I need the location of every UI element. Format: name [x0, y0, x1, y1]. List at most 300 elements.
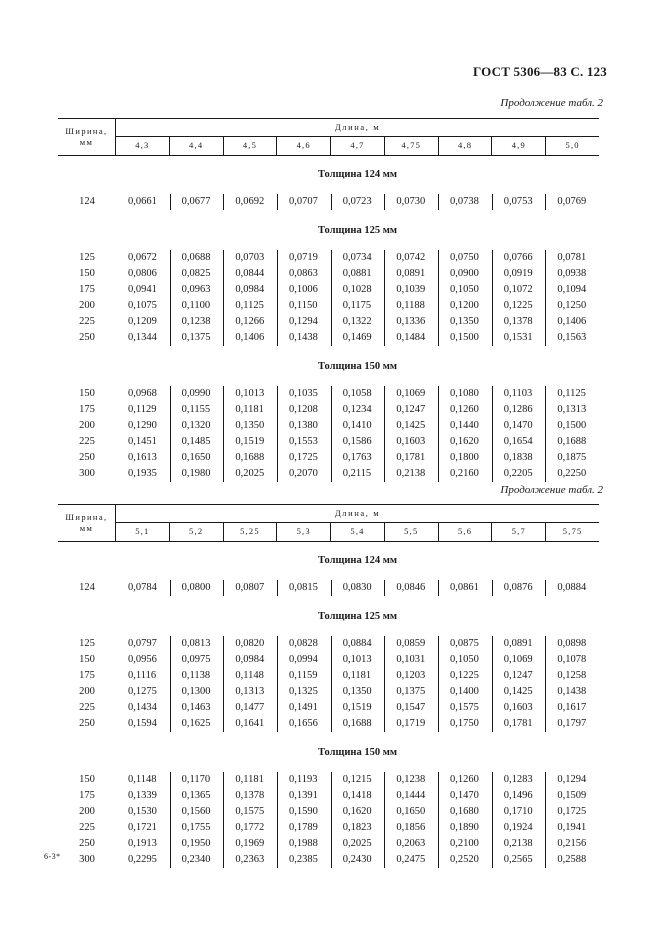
column-rule — [545, 330, 546, 346]
table-row — [58, 820, 599, 836]
column-rule — [331, 466, 332, 482]
volume-value: 0,1225 — [503, 300, 533, 311]
volume-value: 0,0898 — [557, 638, 587, 649]
volume-cell — [331, 466, 385, 482]
column-rule — [170, 788, 171, 804]
volume-value: 0,1350 — [342, 686, 372, 697]
volume-cell — [116, 772, 170, 788]
column-rule — [277, 418, 278, 434]
column-rule — [170, 852, 171, 868]
volume-cell — [545, 402, 599, 418]
volume-value: 0,1375 — [181, 332, 211, 343]
volume-cell — [277, 668, 331, 684]
volume-cell — [438, 434, 492, 450]
column-rule — [331, 330, 332, 346]
length-columns — [116, 523, 599, 541]
volume-cell — [170, 450, 224, 466]
volume-cell — [545, 820, 599, 836]
volume-value: 0,2115 — [342, 468, 372, 479]
volume-cell — [438, 418, 492, 434]
column-rule — [170, 684, 171, 700]
table-row — [58, 194, 599, 210]
volume-value: 0,1797 — [557, 718, 587, 729]
volume-value: 0,0984 — [235, 284, 265, 295]
column-rule — [384, 466, 385, 482]
table-row — [58, 314, 599, 330]
column-rule — [331, 684, 332, 700]
volume-value: 0,1125 — [235, 300, 264, 311]
column-rule — [170, 668, 171, 684]
column-rule — [384, 418, 385, 434]
width-unit: мм — [79, 523, 94, 533]
volume-value: 0,1438 — [289, 332, 318, 343]
volume-value: 0,1406 — [557, 316, 587, 327]
volume-cell — [492, 418, 546, 434]
column-rule — [545, 788, 546, 804]
column-rule — [492, 636, 493, 652]
volume-value: 0,0825 — [181, 268, 211, 279]
column-rule — [331, 772, 332, 788]
volume-value: 0,0781 — [557, 252, 587, 263]
volume-cell — [223, 804, 277, 820]
volume-cell — [545, 386, 599, 402]
volume-value: 0,1200 — [450, 300, 479, 311]
column-rule — [438, 700, 439, 716]
table-row — [58, 466, 599, 482]
column-rule — [545, 580, 546, 596]
volume-cell — [277, 418, 331, 434]
volume-cell — [438, 250, 492, 266]
volume-value: 0,1772 — [235, 822, 265, 833]
column-rule — [384, 434, 385, 450]
volume-cell — [384, 282, 438, 298]
length-column-header: 4,4 — [169, 137, 223, 155]
volume-value: 0,1654 — [503, 436, 533, 447]
length-column-header: 4,6 — [276, 137, 330, 155]
volume-value: 0,2156 — [557, 838, 587, 849]
volume-cell — [170, 298, 224, 314]
volume-cell — [223, 820, 277, 836]
volume-value: 0,0742 — [396, 252, 426, 263]
column-rule — [170, 716, 171, 732]
length-column-header: 5,25 — [223, 523, 277, 541]
length-column-header: 5,6 — [438, 523, 492, 541]
volume-cell — [384, 298, 438, 314]
volume-value: 0,0719 — [289, 252, 318, 263]
column-rule — [170, 266, 171, 282]
volume-value: 0,0707 — [289, 196, 318, 207]
volume-value: 0,1500 — [450, 332, 479, 343]
width-label: Ширина, — [65, 512, 108, 522]
volume-value: 0,1560 — [181, 806, 211, 817]
volume-value: 0,1477 — [235, 702, 265, 713]
length-column-header: 4,75 — [384, 137, 438, 155]
volume-value: 0,1013 — [342, 654, 372, 665]
volume-cell — [384, 716, 438, 732]
column-rule — [492, 418, 493, 434]
row-width-value: 175 — [79, 790, 95, 801]
volume-value: 0,1339 — [128, 790, 157, 801]
column-rule — [438, 298, 439, 314]
column-rule — [331, 836, 332, 852]
volume-cell — [438, 788, 492, 804]
volume-cell — [492, 700, 546, 716]
column-rule — [277, 314, 278, 330]
column-rule — [331, 386, 332, 402]
volume-value: 0,1193 — [289, 774, 318, 785]
table-row — [58, 580, 599, 596]
volume-cell — [492, 652, 546, 668]
continuation-label-2: Продолжение табл. 2 — [500, 484, 603, 496]
volume-cell — [223, 418, 277, 434]
column-rule — [384, 250, 385, 266]
volume-value: 0,1913 — [128, 838, 157, 849]
volume-value: 0,1050 — [450, 284, 479, 295]
volume-cell — [170, 266, 224, 282]
volume-value: 0,1380 — [289, 420, 318, 431]
volume-value: 0,1203 — [396, 670, 426, 681]
column-rule — [492, 314, 493, 330]
volume-value: 0,0900 — [450, 268, 479, 279]
volume-value: 0,1313 — [557, 404, 587, 415]
volume-cell — [170, 386, 224, 402]
volume-value: 0,1159 — [289, 670, 318, 681]
column-rule — [384, 386, 385, 402]
volume-value: 0,0813 — [181, 638, 211, 649]
volume-cell — [492, 466, 546, 482]
volume-value: 0,1519 — [342, 702, 372, 713]
volume-cell — [384, 402, 438, 418]
volume-cell — [170, 282, 224, 298]
volume-cell — [331, 652, 385, 668]
volume-cell — [170, 836, 224, 852]
column-rule — [170, 450, 171, 466]
volume-value: 0,2100 — [450, 838, 479, 849]
table-body — [58, 156, 599, 482]
column-rule — [277, 668, 278, 684]
row-width-value: 300 — [79, 854, 95, 865]
column-rule — [331, 282, 332, 298]
volume-value: 0,0815 — [289, 582, 318, 593]
volume-value: 0,1440 — [450, 420, 479, 431]
column-rule — [384, 700, 385, 716]
column-rule — [277, 700, 278, 716]
volume-cell — [116, 788, 170, 804]
volume-value: 0,0828 — [289, 638, 318, 649]
volume-value: 0,0784 — [128, 582, 157, 593]
volume-cell — [384, 466, 438, 482]
volume-value: 0,1469 — [342, 332, 372, 343]
column-rule — [545, 820, 546, 836]
volume-value: 0,1650 — [396, 806, 426, 817]
volume-value: 0,1789 — [289, 822, 318, 833]
length-column-header: 4,5 — [223, 137, 277, 155]
volume-cell — [277, 852, 331, 868]
column-rule — [384, 820, 385, 836]
column-rule — [277, 250, 278, 266]
volume-value: 0,0750 — [450, 252, 479, 263]
volume-cell — [384, 668, 438, 684]
volume-cell — [331, 772, 385, 788]
volume-value: 0,1181 — [235, 404, 264, 415]
volume-cell — [116, 386, 170, 402]
column-rule — [545, 716, 546, 732]
column-rule — [277, 298, 278, 314]
volume-cell — [384, 684, 438, 700]
volume-cell — [492, 836, 546, 852]
volume-cell — [277, 314, 331, 330]
volume-cell — [438, 636, 492, 652]
row-width-value: 200 — [79, 300, 95, 311]
column-rule — [438, 466, 439, 482]
length-column-header: 5,0 — [545, 137, 599, 155]
volume-cell — [277, 788, 331, 804]
volume-value: 0,1725 — [557, 806, 587, 817]
volume-cell — [492, 330, 546, 346]
column-rule — [223, 652, 224, 668]
volume-cell — [170, 250, 224, 266]
volume-cell — [384, 266, 438, 282]
volume-value: 0,1470 — [503, 420, 533, 431]
column-rule — [277, 716, 278, 732]
volume-cell — [384, 434, 438, 450]
volume-value: 0,0703 — [235, 252, 265, 263]
column-rule — [170, 700, 171, 716]
volume-value: 0,2385 — [289, 854, 318, 865]
volume-value: 0,1969 — [235, 838, 265, 849]
volume-cell — [223, 772, 277, 788]
width-column-header — [58, 505, 116, 541]
volume-value: 0,1444 — [396, 790, 426, 801]
volume-cell — [223, 580, 277, 596]
column-rule — [438, 314, 439, 330]
volume-value: 0,1035 — [289, 388, 318, 399]
column-rule — [223, 700, 224, 716]
volume-cell — [545, 716, 599, 732]
volume-cell — [438, 386, 492, 402]
thickness-section-title: Толщина 150 мм — [317, 747, 398, 758]
volume-value: 0,0830 — [342, 582, 372, 593]
volume-value: 0,1094 — [557, 284, 587, 295]
column-rule — [438, 636, 439, 652]
volume-cell — [384, 788, 438, 804]
table-row — [58, 772, 599, 788]
volume-cell — [170, 820, 224, 836]
column-rule — [170, 194, 171, 210]
volume-cell — [116, 402, 170, 418]
column-rule — [331, 314, 332, 330]
volume-cell — [545, 788, 599, 804]
volume-value: 0,1378 — [503, 316, 533, 327]
volume-value: 0,1058 — [342, 388, 372, 399]
column-rule — [223, 580, 224, 596]
page-header: ГОСТ 5306—83 С. 123 — [473, 64, 607, 79]
column-rule — [545, 684, 546, 700]
volume-cell — [116, 330, 170, 346]
volume-value: 0,2025 — [342, 838, 372, 849]
volume-cell — [277, 402, 331, 418]
volume-cell — [492, 636, 546, 652]
volume-value: 0,1150 — [289, 300, 318, 311]
column-rule — [545, 314, 546, 330]
row-width-value: 124 — [79, 582, 95, 593]
volume-cell — [545, 652, 599, 668]
volume-cell — [545, 434, 599, 450]
column-rule — [492, 836, 493, 852]
column-rule — [384, 636, 385, 652]
volume-value: 0,1234 — [342, 404, 372, 415]
volume-cell — [331, 836, 385, 852]
volume-cell — [492, 788, 546, 804]
row-width-value: 175 — [79, 404, 95, 415]
volume-value: 0,0723 — [342, 196, 372, 207]
volume-value: 0,0984 — [235, 654, 265, 665]
column-rule — [438, 330, 439, 346]
table-row — [58, 250, 599, 266]
volume-value: 0,1575 — [235, 806, 265, 817]
volume-value: 0,0956 — [128, 654, 157, 665]
volume-cell — [492, 580, 546, 596]
column-rule — [170, 820, 171, 836]
length-header: Длина, м — [116, 505, 599, 523]
column-rule — [331, 266, 332, 282]
table-header — [58, 504, 599, 542]
column-rule — [170, 250, 171, 266]
volume-cell — [384, 450, 438, 466]
volume-cell — [223, 330, 277, 346]
volume-cell — [384, 194, 438, 210]
volume-value: 0,1941 — [557, 822, 587, 833]
column-rule — [492, 250, 493, 266]
volume-cell — [277, 804, 331, 820]
volume-value: 0,1294 — [557, 774, 587, 785]
column-rule — [438, 580, 439, 596]
column-rule — [331, 820, 332, 836]
column-rule — [492, 772, 493, 788]
column-rule — [277, 266, 278, 282]
column-rule — [331, 788, 332, 804]
length-column-header: 5,3 — [276, 523, 330, 541]
volume-value: 0,1434 — [128, 702, 157, 713]
volume-cell — [438, 652, 492, 668]
column-rule — [277, 852, 278, 868]
volume-value: 0,0730 — [396, 196, 426, 207]
volume-value: 0,1470 — [450, 790, 479, 801]
volume-cell — [384, 652, 438, 668]
table-row — [58, 804, 599, 820]
volume-value: 0,1575 — [450, 702, 479, 713]
column-rule — [492, 652, 493, 668]
volume-value: 0,2063 — [396, 838, 426, 849]
volume-value: 0,1425 — [396, 420, 426, 431]
volume-cell — [277, 194, 331, 210]
volume-value: 0,0938 — [557, 268, 587, 279]
column-rule — [492, 298, 493, 314]
volume-value: 0,0891 — [503, 638, 533, 649]
volume-value: 0,2138 — [396, 468, 426, 479]
column-rule — [331, 250, 332, 266]
volume-value: 0,1039 — [396, 284, 426, 295]
column-rule — [438, 386, 439, 402]
volume-value: 0,0875 — [450, 638, 479, 649]
volume-cell — [492, 668, 546, 684]
length-column-header: 4,7 — [330, 137, 384, 155]
volume-cell — [170, 668, 224, 684]
volume-cell — [545, 298, 599, 314]
volume-cell — [331, 852, 385, 868]
volume-value: 0,1980 — [181, 468, 211, 479]
thickness-section-title: Толщина 124 мм — [317, 555, 398, 566]
volume-cell — [170, 466, 224, 482]
column-rule — [277, 402, 278, 418]
volume-cell — [545, 636, 599, 652]
column-rule — [277, 580, 278, 596]
volume-value: 0,1100 — [181, 300, 211, 311]
column-rule — [170, 314, 171, 330]
volume-value: 0,1075 — [128, 300, 157, 311]
volume-cell — [438, 282, 492, 298]
volume-value: 0,1258 — [557, 670, 587, 681]
volume-value: 0,1336 — [396, 316, 426, 327]
volume-value: 0,1050 — [450, 654, 479, 665]
table-body — [58, 542, 599, 868]
volume-cell — [170, 418, 224, 434]
table-row — [58, 700, 599, 716]
volume-value: 0,1656 — [289, 718, 318, 729]
volume-value: 0,2295 — [128, 854, 157, 865]
volume-value: 0,1438 — [557, 686, 587, 697]
page-footnote: 6-3* — [44, 852, 61, 861]
table-row — [58, 282, 599, 298]
thickness-section-title: Толщина 125 мм — [317, 611, 398, 622]
volume-value: 0,1725 — [289, 452, 318, 463]
column-rule — [384, 772, 385, 788]
volume-cell — [545, 772, 599, 788]
column-rule — [331, 652, 332, 668]
volume-cell — [116, 684, 170, 700]
volume-value: 0,1586 — [342, 436, 372, 447]
column-rule — [277, 450, 278, 466]
volume-value: 0,2430 — [342, 854, 372, 865]
row-width-value: 250 — [79, 838, 95, 849]
table-header — [58, 118, 599, 156]
column-rule — [331, 194, 332, 210]
volume-value: 0,0677 — [181, 196, 211, 207]
volume-cell — [116, 852, 170, 868]
volume-value: 0,1238 — [181, 316, 211, 327]
table-row — [58, 450, 599, 466]
column-rule — [277, 684, 278, 700]
volume-cell — [170, 580, 224, 596]
volume-value: 0,1290 — [128, 420, 157, 431]
table-row — [58, 668, 599, 684]
volume-cell — [331, 402, 385, 418]
volume-cell — [170, 700, 224, 716]
volume-value: 0,0861 — [450, 582, 479, 593]
volume-value: 0,1275 — [128, 686, 157, 697]
volume-cell — [438, 852, 492, 868]
column-rule — [438, 716, 439, 732]
volume-value: 0,0820 — [235, 638, 265, 649]
row-width-value: 200 — [79, 686, 95, 697]
column-rule — [331, 580, 332, 596]
volume-cell — [331, 700, 385, 716]
volume-value: 0,0863 — [289, 268, 318, 279]
column-rule — [384, 788, 385, 804]
volume-cell — [545, 700, 599, 716]
length-column-header: 5,75 — [545, 523, 599, 541]
column-rule — [545, 772, 546, 788]
